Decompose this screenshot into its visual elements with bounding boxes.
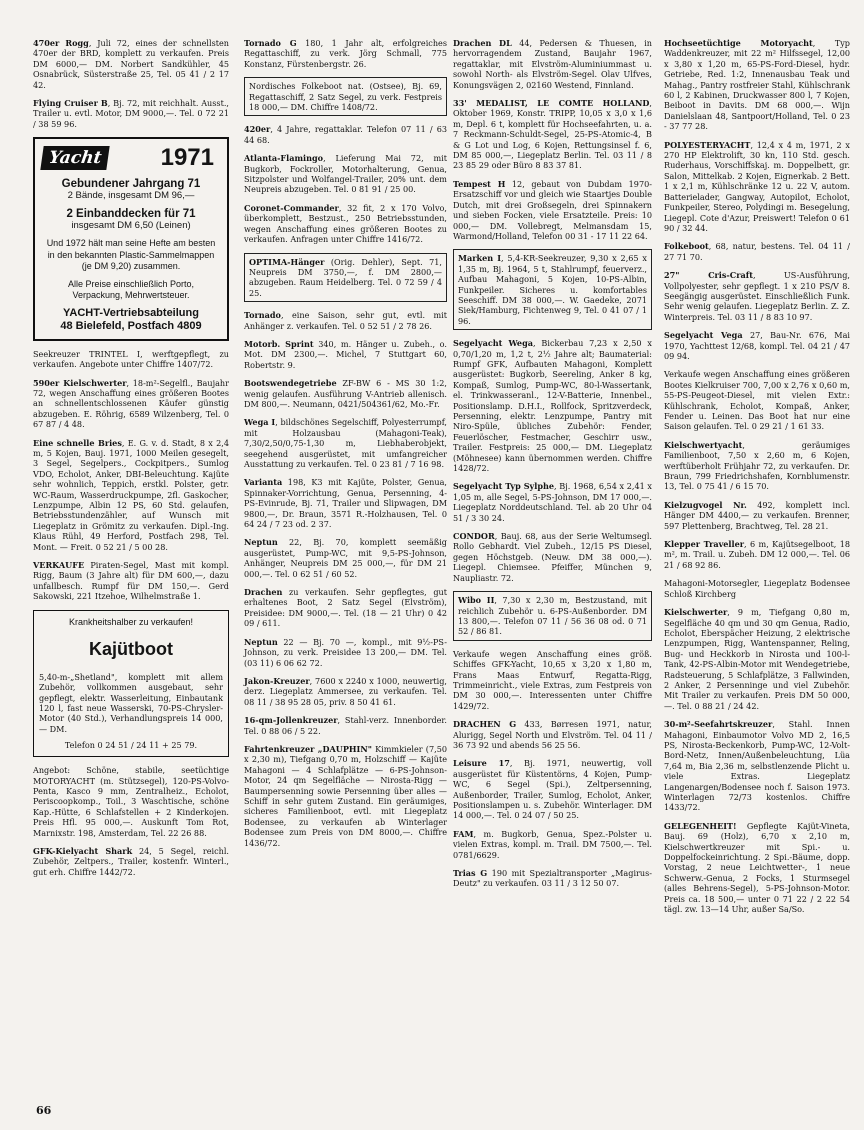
ad-body: Kimmkieler (7,50 x 2,30 m), Tiefgang 0,70 m, Holzschiff — Kajüte Mahagoni — 4 Schlafplätze — 6-PS-Johnson-Motor, 24 qm Segelfläche — Nirosta-Rigg — Baumpersenning sowie Persenning über alles — Schiff in sehr gutem Zustand. Ein geräumiges, sicheres Familienboot, evtl. mit Liegeplatz Bodensee, zu verkaufen ab Winterlager Bodensee zum Preis von DM 8000,—. Chiffre 1436/72. [244, 743, 447, 848]
ad-body: , Typ Waddenkreuzer, mit 22 m² Hilfssegel, 12,00 x 3,80 x 1,20 m, 65-PS-Ford-Diesel, hydr. Getriebe, Red. 1:2, Innenausbau Teak und Mahag., Pantry rostfreier Stahl, Kühlschrank 60 l, 2 Kabinen, Druckwasser 800 l, 7 Kojen, Beiboot in Davits. DM 68 000,—. Wijn Danielslaan 48, Santpoort/Holland, Tel. 0 23 - 37 77 28. [664, 38, 850, 132]
classified-ad [33, 560, 229, 602]
ad-title: Drachen [244, 587, 283, 598]
ad-title: POLYESTERYACHT [664, 139, 751, 150]
classified-ad [453, 38, 652, 90]
ad-title: 27" Cris-Craft [664, 270, 753, 281]
ad-list [33, 38, 229, 129]
ad-title: Kielschwertyacht [664, 439, 743, 450]
ad-title: Hochseetüchtige Motoryacht [664, 38, 813, 48]
ad-body: 180, 1 Jahr alt, erfolgreiches Regattaschiff, zu verk. Jörg Schmall, 775 Konstanz, Fürstenbergstr. 26. [244, 38, 447, 69]
classified-ad [244, 339, 447, 370]
ad-title: DRACHEN G [453, 719, 517, 730]
ad-body: , m. Bugkorb, Genua, Spez.-Polster u. vielen Extras, kompl. m. Trail. DM 7500,—. Tel. 0781/6629. [453, 828, 652, 860]
ad-title: OPTIMA-Hänger [249, 256, 325, 267]
ad-body: , 4 Jahre, regattaklar. Telefon 07 11 / 63 44 68. [244, 124, 447, 145]
ad-body: 12, gebaut von Dubdam 1970- Ersatzschiff vor und gleich wie Staartjes Double Dutch, mit drei Großsegeln, drei Spinnakern und sieben Focken, viele Ersatzteile. Preis: 10 000,— DM. Vollebregt, Melmansdam 15, Warmond/Holland, Telefon 00 31 - 17 11 22 64. [453, 178, 652, 241]
ad-title: Wega I [244, 417, 276, 428]
classified-ad [664, 607, 850, 711]
classified-ad [664, 38, 850, 132]
kajuet-phone: Telefon 0 24 51 / 24 11 + 25 79. [64, 740, 198, 751]
classified-ad [244, 38, 447, 69]
classified-ad [453, 179, 652, 241]
ad-title: Leisure 17 [453, 758, 510, 769]
ad-title: Wibo II [458, 595, 495, 606]
ad-body: , Bj. 1971, neuwertig, voll ausgerüstet für Küstentörns, 4 Kojen, Pump-WC, 6 Segel (Spi.), Zeltpersenning, Außenborder, Trailer, Sumlog, Echolot, Anker, Positionslampen u. s. Zubehör. Winterlager. DM 14 000,—. Tel. 0 24 07 / 50 25. [453, 758, 652, 821]
ad-title: Tempest H [453, 178, 506, 189]
ad-body: , 5,4-KR-Seekreuzer, 9,30 x 2,65 x 1,35 m, Bj. 1964, 5 t, Stahlrumpf, feuerverz., Aufbau Mahagoni, 5 Kojen, 10-PS-Albin, Funkpeiler. Sicheres u. komfortables Seeschiff. DM 38 000,—. W. Gaedeke, 2071 Siek/Hamburg, Fichtenweg 9, Tel. 0 41 07 / 1 96. [458, 253, 647, 326]
ad-body: , Juli 72, eines der schnellsten 470er der BRD, komplett zu verkaufen. Preis DM 6000,— DM. Norbert Sandkühler, 45 Osnabrück, Süsterstraße 25, Tel. 05 41 / 2 17 42. [33, 38, 229, 90]
ad-title: Coronet-Commander [244, 202, 339, 213]
classified-ad [244, 253, 447, 303]
classified-ad [453, 758, 652, 820]
classified-ad [664, 140, 850, 234]
ad-title: Eine schnelle Bries [33, 437, 122, 448]
ad-title: Bootswendegetriebe [244, 378, 337, 389]
classified-ad [664, 241, 850, 262]
ad-body: Gepflegte Kajüt-Vineta, Bauj. 69 (Holz), 6,70 x 2,10 m, Kielschwertkreuzer mit Spi.- u. Doppelfockeinrichtung. 2 Spi.-Bäume, dopp. Vorstag, 2 neue Leichtwetter-, 1 neue Schwerw.-Genua, 2 Focks, 1 Sturmsegel (alles Behrens-Segel), 5-PS-Johnson-Motor. Preis ca. 18 500,— unter 0 71 22 / 2 22 54 tägl. zw. 13—14 Uhr, außer Sa/So. [664, 820, 850, 915]
ad-title: GFK-Kielyacht Shark [33, 845, 133, 856]
classified-ad [453, 591, 652, 641]
year-label: 1971 [160, 144, 214, 172]
kajuetboot-ad [33, 610, 229, 757]
classified-ad [33, 846, 229, 877]
ad-title: Kielschwerter [664, 607, 728, 618]
ad-body: , 9 m, Tiefgang 0,80 m, Segelfläche 40 qm und 30 qm Genua, Radio, Echolot, Eberspächer Heizung, 2 elektrische Lenzpumpen, Rigg, Wantenspanner, Reling, Bug- und Heckkorb in Nirosta und 100-l-Tank, 42-PS-Albin-Motor mit Wendegetriebe, Radsteuerung, 5 Schlafplätze, 3 Fallwinden, 2 Anker, 2 Persenninge und viel Zubehör. Mit Trailer zu verkaufen. Preis DM 50 000,—. Tel. 0 88 21 / 24 42. [664, 607, 850, 711]
classified-ad [453, 531, 652, 583]
classified-ad [664, 821, 850, 915]
ad-body: , US-Ausführung, Vollpolyester, sehr gepflegt. 1 x 210 PS/V 8. Seegängig ausgerüstet. Einschließlich Funk. Sehr wenig gelaufen. Liegeplatz Berlin. Z. Z. Winterpreis. Tel. 03 11 / 8 83 10 97. [664, 270, 850, 322]
classified-ad [33, 38, 229, 90]
ad-title: Motorb. Sprint [244, 338, 314, 349]
ad-title: Jakon-Kreuzer [244, 675, 310, 686]
ad-body: , 7,30 x 2,30 m, Bestzustand, mit reichlich Zubehör u. 6-PS-Außenborder. DM 13 800,—. Telefon 07 11 / 56 36 08 od. 0 71 52 / 86 81. [458, 595, 647, 637]
ad-title: 420er [244, 124, 271, 135]
ad-body: Verkaufe wegen Anschaffung eines größeren Bootes Kielkruiser 700, 7,00 x 2,76 x 0,60 m, 55-PS-Peugeot-Diesel, mit vielen Extr.: Kühlschrank, Echolot, Kompaß, Anker, Fender u. Leinen. Das Boot hat nur eine Saison gelaufen. Tel. 0 29 21 / 1 61 33. [664, 369, 850, 432]
column-1 [33, 38, 229, 885]
ad-body: (Orig. Dehler), Sept. 71, Neupreis DM 3750,—, f. DM 2800,— abzugeben. Raum Heidelberg. Tel. 0 72 59 / 4 25. [249, 256, 442, 298]
ad-body: ZF-BW 6 - MS 30 1:2, wenig gelaufen. Ausführung V-Antrieb allenisch. DM 800,—. Neumann, 0421/504361/62, Mo.-Fr. [244, 378, 447, 409]
ad-body: 24, 5 Segel, reichl. Zubehör, Zeltpers., Trailer, kostenfr. Winterl., gut erh. Chiffre 1442/72. [33, 845, 229, 877]
classified-ad [244, 378, 447, 409]
column-4 [664, 38, 850, 922]
ad-title: VERKAUFE [33, 560, 85, 571]
yacht-heading-2: 2 Einbanddecken für 71 [66, 208, 196, 221]
ad-list [33, 765, 229, 877]
classified-ad [453, 481, 652, 523]
ad-body: , Bauj. 68, aus der Serie Weltumsegl. Rollo Gebhardt. Viel Zubeh., 12/15 PS Diesel, gegen Höchstgeb. (Neuw. DM 38 000,—). Liegepl. Chiemsee. Pfeiffer, München 9, Naupliastr. 72. [453, 531, 652, 583]
ad-body: , Stahl-verz. Innenborder. Tel. 0 88 06 / 5 22. [244, 715, 447, 736]
classified-ad [244, 417, 447, 469]
ad-title: Klepper Traveller [664, 539, 744, 550]
classified-ad [664, 440, 850, 492]
ad-title: 590er Kielschwerter [33, 377, 127, 388]
ad-title: Tornado G [244, 38, 297, 48]
kajuet-title: Kajütboot [89, 638, 173, 659]
classified-ad [244, 310, 447, 331]
classified-ad [244, 153, 447, 195]
page-number: 66 [36, 1104, 52, 1117]
classified-ad [664, 539, 850, 570]
ad-body: , 6 m, Kajütsegelboot, 18 m², m. Trail. u. Zubeh. DM 12 000,—. Tel. 06 21 / 68 92 86. [664, 539, 850, 570]
classified-ad [33, 349, 229, 370]
ad-body: , 32 fit, 2 x 170 Volvo, überkomplett, Bestzust., 250 Betriebsstunden, wegen Anschaffung eines größeren Bootes zu verkaufen. Anfragen unter Chiffre 1416/72. [244, 202, 447, 245]
classified-ad [664, 578, 850, 599]
ad-body: 27, Bau-Nr. 676, Mai 1970, Yachttest 12/68, kompl. Tel. 04 21 / 47 09 94. [664, 330, 850, 361]
classified-ad [453, 719, 652, 750]
yacht-footer: YACHT-Vertriebsabteilung 48 Bielefeld, Postfach 4809 [60, 306, 202, 332]
ad-body: , Bj. 1968, 6,54 x 2,41 x 1,05 m, alle Segel, 5-PS-Johnson, DM 17 000,—. Liegeplatz Norddeutschland. Tel. ab 20 Uhr 04 51 / 3 30 24. [453, 481, 652, 523]
classified-ad [453, 649, 652, 711]
ad-body: , bildschönes Segelschiff, Polyesterrumpf, mit Holzausbau (Mahagoni-Teak), 7,30/2,50/0,75-1,30 m, Liebhaberobjekt, seegehend ausgerüstet, mit umfangreicher Ausstattung zu verkaufen. Tel. 0 23 81 / 7 16 98. [244, 417, 447, 469]
ad-body: Nordisches Folkeboot nat. (Ostsee), Bj. 69, Regattaschiff, 2 Satz Segel, zu verk. Festpreis 18 000,— DM. Chiffre 1408/72. [249, 81, 442, 113]
ad-body: , Oktober 1969, Konstr. TRIPP, 10,05 x 3,0 x 1,6 m, Depl. 6 t, komplett für Hochseefahrten, u. a. 7 Reckmann-Schuldt-Segel, 25-PS-Atomic-4, B & G Lot und Log, 6 Kojen, Rettungsinsel f. 6, DM 85 000,—, Liegeplatz Berlin. Tel. 03 11 / 8 23 85 29 oder Büro 8 83 37 81. [453, 98, 652, 171]
classified-ad [664, 719, 850, 813]
ad-body: 22, Bj. 70, komplett seemäßig ausgerüstet, Pump-WC, mit 9,5-PS-Johnson, Anhänger, Neupreis DM 25 000,—, für DM 21 000,—. Tel. 0 62 51 / 60 52. [244, 537, 447, 579]
ad-title: Fahrtenkreuzer „DAUPHIN" [244, 743, 372, 754]
ad-title: Folkeboot [664, 241, 709, 252]
ad-title: Flying Cruiser B [33, 98, 108, 109]
classified-ad [33, 438, 229, 552]
classified-ad [664, 270, 850, 322]
ad-list [33, 349, 229, 602]
ad-title: Marken I [458, 253, 501, 264]
kajuet-note: Krankheitshalber zu verkaufen! [68, 616, 194, 627]
ad-body: , Bj. 72, mit reichhalt. Ausst., Trailer u. evtl. Motor, DM 9000,—. Tel. 0 72 21 / 38 59 96. [33, 98, 229, 129]
yacht-subscription-ad [33, 137, 229, 341]
kajuet-body: 5,40-m-„Shetland", komplett mit allem Zubehör, vollkommen ausgebaut, sehr gepflegt, elektr. Wasserleitung, Einbautank 120 l, fast neue Wasserski, 70-PS-Chrysler-Motor (40 Std.), Verhandlungspreis 14 000,— DM. [39, 671, 223, 734]
ad-body: zu verkaufen. Sehr gepflegtes, gut erhaltenes Boot, 2 Satz Segel (Elvström), Preisidee: DM 9000,—. Tel. (18 — 21 Uhr) 0 42 09 / 611. [244, 587, 447, 629]
classified-ad [33, 98, 229, 129]
yacht-logo: Yacht [40, 146, 110, 170]
ad-title: Segelyacht Wega [453, 338, 533, 349]
ad-body: Piraten-Segel, Mast mit kompl. Rigg, Baum (3 Jahre alt) für DM 600,—, dazu unfallbesch. Rumpf für DM 150,—. Gerd Sakowski, 221 Itzehoe, Wilhelmstraße 1. [33, 560, 229, 602]
ad-body: 492, komplett incl. Hänger DM 4400,— zu verkaufen. Brenner, 597 Plettenberg, Brachtweg, Tel. 28 21. [664, 499, 850, 531]
ad-title: 33' MEDALIST, LE COMTE HOLLAND [453, 98, 650, 109]
ad-title: 30-m²-Seefahrtskreuzer [664, 719, 773, 730]
classified-ad [244, 587, 447, 629]
ad-title: Trias G [453, 868, 488, 879]
ad-body: , Bickerbau 7,23 x 2,50 x 0,70/1,20 m, 1,2 t, 2½ Jahre alt; Baumaterial: Rumpf GFK, Aufbauten Mahagoni, Komplett ausgerüstet: Bugkorb, Seereling, Anker 8 kg, Kompaß, Sumlog, Pump-WC, 80-l-Wassertank, el. Trinkwasseranl., 12-V-Batterie, Innenbel., Positionslamp. D.H.I., Rollfock, Spritzverdeck, Persenning, elektr. Lenzpumpe, Pantry mit Niro-Spüle, übliches Zubehör: Fender, Feuerlöscher, Festmacher, Geschirr usw., Trailer. Festpreis: 25 000,— DM. Liegeplatz (Möhnesee) kann übernommen werden. Chiffre 1428/72. [453, 338, 652, 474]
classified-ad [244, 744, 447, 848]
column-3 [453, 38, 652, 897]
yacht-sub-2: insgesamt DM 6,50 (Leinen) [71, 220, 191, 232]
yacht-para-2: Alle Preise einschließlich Porto, Verpackung, Mehrwertsteuer. [67, 278, 195, 301]
ad-body: , Lieferung Mai 72, mit Bugkorb, Fockroller, Motorhalterung, Genua, Sitzpolster und Wolfangel-Trailer, 20% unt. dem Neupreis abzugeben. Tel. 0 81 91 / 25 00. [244, 153, 447, 195]
classified-ad [453, 338, 652, 473]
classified-ad [453, 868, 652, 889]
ad-body: , geräumiges Familienboot, 7,50 x 2,60 m, 6 Kojen, werftüberholt Frühjahr 72, zu verkaufen. Dr. Braun, 799 Friedrichshafen, Kornblumenstr. 13, Tel. 0 75 41 / 6 15 70. [664, 439, 850, 492]
yacht-heading-1: Gebundener Jahrgang 71 [61, 178, 201, 191]
ad-body: 340, m. Hänger u. Zubeh., o. Mot. DM 2300,—. Michel, 7 Stuttgart 60, Robertstr. 9. [244, 338, 447, 370]
ad-title: Drachen DL [453, 38, 512, 48]
ad-title: FAM [453, 828, 474, 839]
ad-title: CONDOR [453, 531, 495, 542]
classified-ad [33, 765, 229, 838]
classified-ad [244, 77, 447, 116]
classified-ad [453, 98, 652, 171]
ad-body: 190 mit Spezialtransporter „Magirus-Deutz" zu verkaufen. 03 11 / 3 12 50 07. [453, 868, 652, 889]
classified-ad [33, 378, 229, 430]
classified-ad [664, 500, 850, 531]
classified-ad [244, 637, 447, 668]
ad-title: Segelyacht Vega [664, 330, 743, 341]
ad-body: 44, Pedersen & Thuesen, in hervorragendem Zustand, Baujahr 1967, regattaklar, mit Elvström-Aluminiummast u. sowohl North- als Elvström-Segel. Olav Ulfves, Konungsvägen 2, 02160 Westend, Finnland. [453, 38, 653, 90]
ad-body: , 18-m²-Segelfl., Baujahr 72, wegen Anschaffung eines größeren Bootes an schnellentschlossenen Käufer günstig abzugeben. E. Röhrig, 6589 Wilzenberg, Tel. 0 67 87 / 4 48. [33, 377, 229, 430]
classified-ad [244, 203, 447, 245]
classified-ad [664, 330, 850, 361]
ad-title: Segelyacht Typ Sylphe [453, 481, 555, 492]
ad-title: Kielzugvogel Nr. [664, 499, 747, 510]
ad-body: Seekreuzer TRINTEL I, werftgepflegt, zu verkaufen. Angebote unter Chiffre 1407/72. [33, 348, 229, 370]
ad-title: 470er Rogg [33, 38, 89, 48]
ad-body: , Stahl. Innen Mahagoni, Einbaumotor Volvo MD 2, 16,5 PS, Nirosta-Beckenkorb, Pump-WC, 12-Volt-Bord-Netz, Innen/Außenbeleuchtung, Lüa 7,64 m, Bia 2,36 m, selbstlenzende Plicht u. viele Extras. Liegeplatz Langenargen/Bodensee noch f. Saison 1973. Winterlagen 72/73 kostenlos. Chiffre 1433/72. [664, 719, 850, 813]
yacht-sub-1: 2 Bände, insgesamt DM 96,— [67, 190, 195, 202]
classified-ad [244, 676, 447, 707]
ad-body: , 12,4 x 4 m, 1971, 2 x 270 HP Elektrolift, 30 kn, 110 Std. gesch. Ruderhaus, Vorschiffskaj. m. Doppelbett, gr. Salon, Mittelkab. 2 Kojen, Eignerkab. 2 Bett. 1 x 2,1 m, Kühlschränke 12 u. 22 V, autom. Batterielader, Gangway, Autopilot, Echolot, Funkpeiler, Stereo, Polydingi m. Besegelung, Liegepl. Cote d'Azur, Preiswert! Telefon 0 61 90 / 32 44. [664, 139, 850, 233]
ad-body: 198, K3 mit Kajüte, Polster, Genua, Spinnaker-Vorrichtung, Genua, Persenning, 4-PS-Evinrude, Bj. 71, Trailer und Slipwagen, DM 9800,—, Dr. Braun, 3571 R.-Holzhausen, Tel. 0 64 24 / 7 23 od. 2 37. [244, 477, 447, 530]
classified-ad [244, 477, 447, 529]
classified-ad [244, 537, 447, 579]
classified-ad [244, 715, 447, 736]
ad-body: Verkaufe wegen Anschaffung eines größ. Schiffes GFK-Yacht, 10,65 x 3,20 x 1,80 m, Frans Maas Entwurf, Regatta-Rigg, Trimmeinricht., viele Extras, zum Festpreis von DM 30 000,—. Interessenten unter Chiffre 1429/72. [453, 648, 652, 711]
classified-ad [453, 249, 652, 330]
ad-body: Mahagoni-Motorsegler, Liegeplatz Bodensee Schloß Kirchberg [664, 578, 850, 599]
ad-title: Tornado [244, 310, 281, 321]
ad-body: 22 — Bj. 70 —, kompl., mit 9½-PS-Johnson, zu verk. Preisidee 13 200,— DM. Tel. (03 11) 6 06 62 72. [244, 636, 447, 668]
ad-title: Varianta [244, 477, 283, 488]
ad-body: , 68, natur, bestens. Tel. 04 11 / 27 71 70. [664, 241, 850, 262]
ad-title: Neptun [244, 537, 278, 548]
column-2 [244, 38, 447, 856]
classified-ad [453, 829, 652, 860]
classified-ad [664, 369, 850, 431]
classified-ad [244, 124, 447, 145]
ad-body: , E. G. v. d. Stadt, 8 x 2,4 m, 5 Kojen, Bauj. 1971, 1000 Meilen gesegelt, 3 Segel, Segelpers., Cockpitpers., Sumlog VDO, Echolot, Anker, DBI-Beleuchtung. Kajüte sehr wohnlich, Teppich, erstkl. Polster, getr. WC-Raum, Wasserdruckpumpe, 2fl. Gaskocher, Lenzpumpe, Albin 12 PS, 60 Std. gelaufen, Betriebsstundenzähler, auf Wunsch mit Liegeplatz in Grömitz zu verkaufen. Dipl.-Ing. Klaus Rühl, 49 Herford, Postfach 298, Tel. Mont. — Freit. 0 52 21 / 5 00 28. [33, 437, 229, 552]
ad-body: , 7600 x 2240 x 1000, neuwertig, derz. Liegeplatz Ammersee, zu verkaufen. Tel. 08 11 / 38 95 28 05, priv. 8 50 41 61. [244, 675, 447, 707]
ad-title: GELEGENHEIT! [664, 820, 737, 831]
ad-body: 433, Børresen 1971, natur, Alurigg, Segel North und Elvström. Tel. 04 11 / 36 73 92 und abends 56 25 56. [453, 719, 652, 750]
ad-title: 16-qm-Jollenkreuzer [244, 715, 338, 726]
ad-body: Angebot: Schöne, stabile, seetüchtige MOTORYACHT (m. Stützsegel), 120-PS-Volvo-Penta, Kasco 9 mm, Zentralheiz., Echolot, Periscoopkomp., Toil., 3 Waschtische, schöne Kap.-Hütte, 6 Schlafstellen + 2 Kinderkojen. Preis Hfl. 95 000,—. Auskunft Tom Rot, Marnixstr. 198, Amsterdam, Tel. 22 26 88. [33, 765, 229, 838]
yacht-para-1: Und 1972 hält man seine Hefte am besten in den bekannten Plastic-Sammelmappen (je DM 9,20) zusammen. [46, 238, 216, 272]
ad-title: Neptun [244, 636, 278, 647]
ad-title: Atlanta-Flamingo [244, 153, 324, 164]
ad-body: , eine Saison, sehr gut, evtl. mit Anhänger z. verkaufen. Tel. 0 52 51 / 2 78 26. [244, 310, 447, 331]
